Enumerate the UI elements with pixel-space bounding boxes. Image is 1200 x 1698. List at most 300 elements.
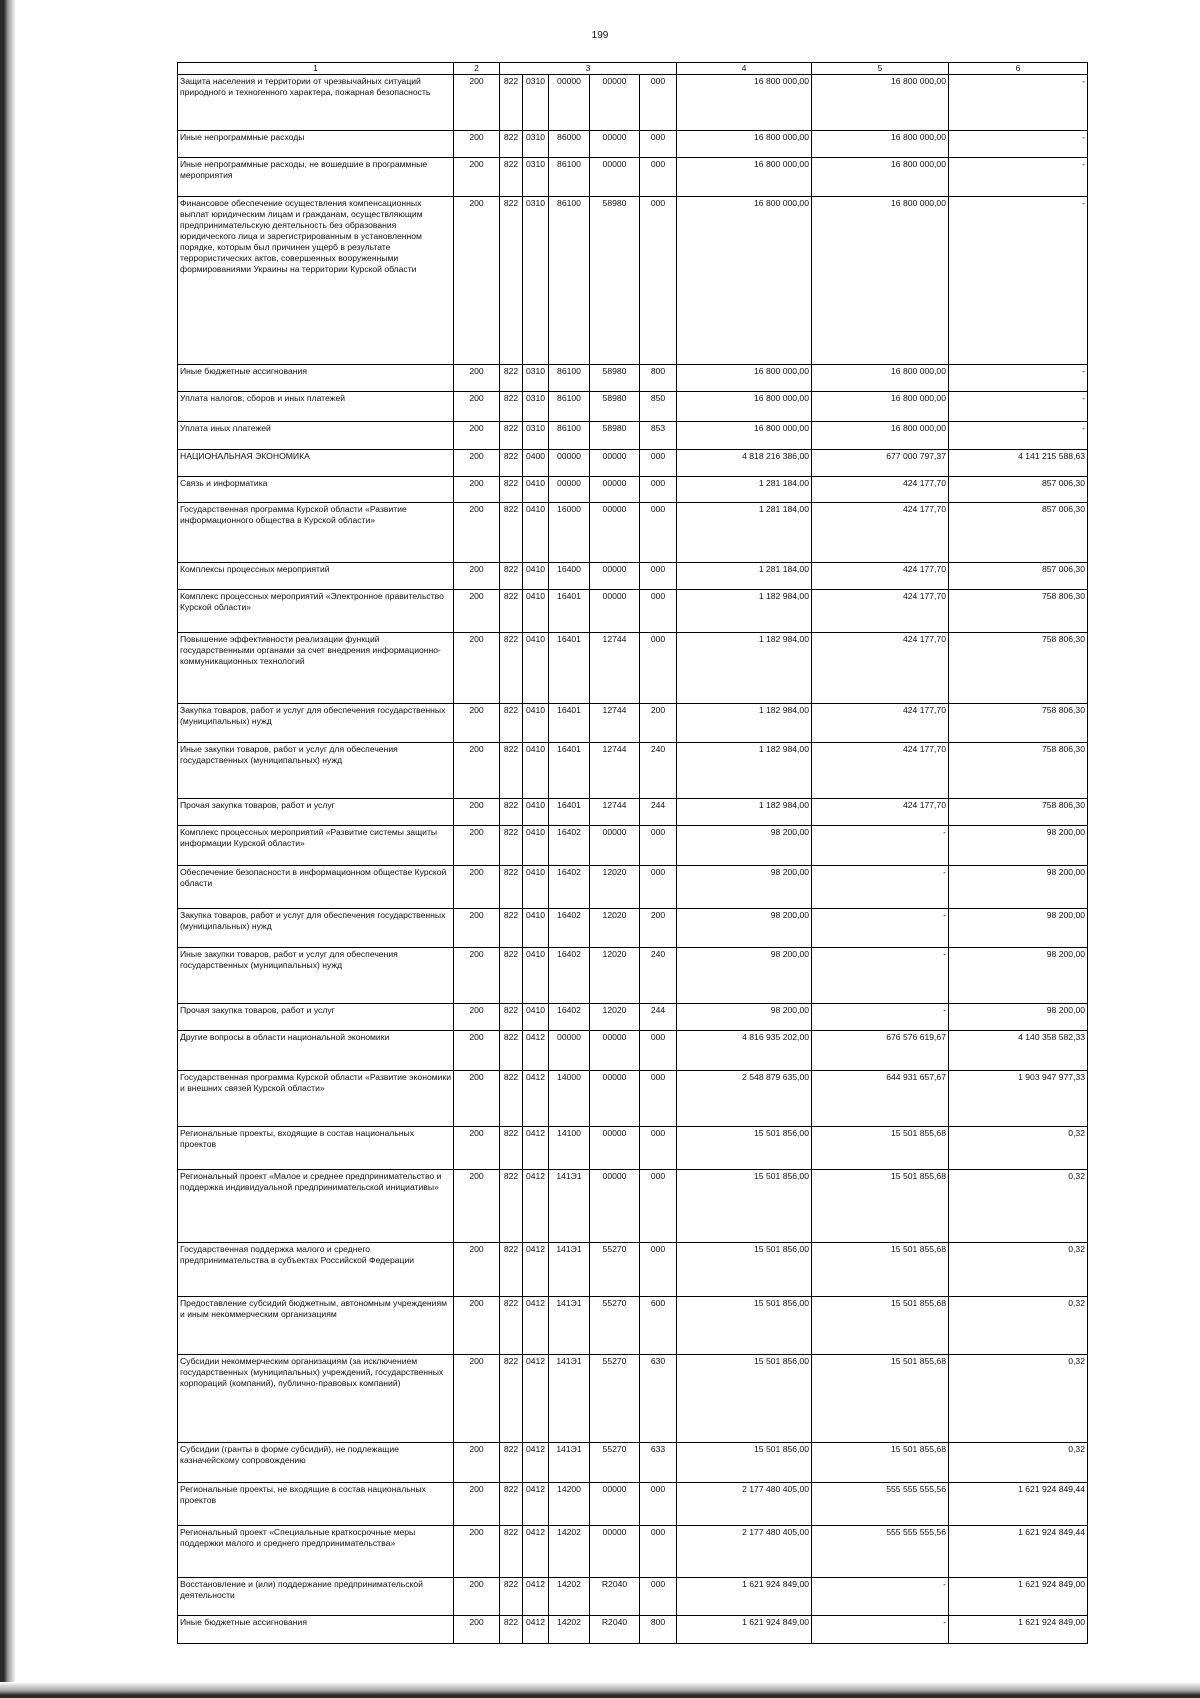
item-name: Комплексы процессных мероприятий [178, 563, 454, 590]
item-name: Повышение эффективности реализации функций государственными органами за счет внедрения информационно-коммуникационных технологий [178, 633, 454, 704]
code-expense-type: 000 [640, 1127, 677, 1170]
code-expense-type: 853 [640, 422, 677, 450]
amount-col6: 857 006,30 [949, 503, 1088, 563]
code-chapter: 200 [454, 826, 500, 866]
code-program: 00000 [549, 1031, 590, 1071]
item-name: Уплата иных платежей [178, 422, 454, 450]
amount-col4: 15 501 856,00 [677, 1170, 812, 1243]
code-section: 0310 [523, 365, 549, 392]
table-row [178, 1031, 1088, 1071]
code-direction: 00000 [590, 450, 640, 477]
amount-col4: 15 501 856,00 [677, 1355, 812, 1443]
code-expense-type: 000 [640, 1483, 677, 1526]
amount-col6: - [949, 365, 1088, 392]
amount-col6: 0,32 [949, 1243, 1088, 1297]
code-admin: 822 [500, 365, 523, 392]
amount-col5: 16 800 000,00 [812, 75, 949, 131]
amount-col5: 644 931 657,67 [812, 1071, 949, 1127]
code-expense-type: 633 [640, 1443, 677, 1483]
amount-col4: 15 501 856,00 [677, 1127, 812, 1170]
table-row [178, 1297, 1088, 1355]
amount-col4: 98 200,00 [677, 826, 812, 866]
code-expense-type: 240 [640, 743, 677, 799]
amount-col6: 98 200,00 [949, 866, 1088, 909]
code-program: 16401 [549, 590, 590, 633]
code-expense-type: 200 [640, 704, 677, 743]
code-admin: 822 [500, 563, 523, 590]
code-program: 86100 [549, 422, 590, 450]
code-direction: 00000 [590, 590, 640, 633]
code-admin: 822 [500, 392, 523, 422]
code-chapter: 200 [454, 1578, 500, 1616]
amount-col6: - [949, 197, 1088, 365]
code-admin: 822 [500, 422, 523, 450]
amount-col5: 676 576 619,67 [812, 1031, 949, 1071]
code-admin: 822 [500, 1578, 523, 1616]
code-expense-type: 244 [640, 1004, 677, 1031]
amount-col6: 98 200,00 [949, 909, 1088, 948]
budget-table [177, 62, 1088, 1644]
code-admin: 822 [500, 799, 523, 826]
table-row [178, 826, 1088, 866]
amount-col4: 1 182 984,00 [677, 590, 812, 633]
code-section: 0412 [523, 1616, 549, 1644]
code-admin: 822 [500, 197, 523, 365]
amount-col5: 16 800 000,00 [812, 131, 949, 158]
code-admin: 822 [500, 75, 523, 131]
code-chapter: 200 [454, 743, 500, 799]
amount-col6: 0,32 [949, 1443, 1088, 1483]
code-program: 16402 [549, 866, 590, 909]
code-admin: 822 [500, 450, 523, 477]
code-admin: 822 [500, 704, 523, 743]
code-section: 0412 [523, 1243, 549, 1297]
code-program: 16402 [549, 1004, 590, 1031]
table-row [178, 1526, 1088, 1578]
code-direction: 12744 [590, 704, 640, 743]
code-section: 0412 [523, 1578, 549, 1616]
amount-col6: 0,32 [949, 1297, 1088, 1355]
amount-col5: 15 501 855,68 [812, 1443, 949, 1483]
code-chapter: 200 [454, 1443, 500, 1483]
code-admin: 822 [500, 1170, 523, 1243]
table-row [178, 1578, 1088, 1616]
code-program: 16400 [549, 563, 590, 590]
code-admin: 822 [500, 1297, 523, 1355]
code-program: 86000 [549, 131, 590, 158]
column-number-header [178, 63, 1088, 75]
code-direction: 58980 [590, 197, 640, 365]
table-row [178, 590, 1088, 633]
amount-col5: 424 177,70 [812, 590, 949, 633]
amount-col4: 15 501 856,00 [677, 1297, 812, 1355]
code-expense-type: 000 [640, 75, 677, 131]
code-program: 141Э1 [549, 1443, 590, 1483]
code-program: 16401 [549, 633, 590, 704]
item-name: Прочая закупка товаров, работ и услуг [178, 799, 454, 826]
item-name: Субсидии некоммерческим организациям (за исключением государственных (муниципальных) учреждений, государственных корпораций (компаний), публично-правовых компаний) [178, 1355, 454, 1443]
table-row [178, 563, 1088, 590]
code-direction: 00000 [590, 1031, 640, 1071]
code-section: 0410 [523, 799, 549, 826]
amount-col5: 424 177,70 [812, 704, 949, 743]
code-expense-type: 240 [640, 948, 677, 1004]
amount-col5: 424 177,70 [812, 477, 949, 503]
code-chapter: 200 [454, 450, 500, 477]
code-admin: 822 [500, 633, 523, 704]
code-direction: 12020 [590, 1004, 640, 1031]
amount-col5: - [812, 1578, 949, 1616]
code-program: 14202 [549, 1616, 590, 1644]
code-expense-type: 000 [640, 633, 677, 704]
code-admin: 822 [500, 1355, 523, 1443]
item-name: Восстановление и (или) поддержание предпринимательской деятельности [178, 1578, 454, 1616]
column-number: 1 [178, 63, 454, 75]
code-section: 0410 [523, 866, 549, 909]
code-direction: 58980 [590, 365, 640, 392]
code-admin: 822 [500, 1004, 523, 1031]
code-admin: 822 [500, 158, 523, 197]
code-direction: 00000 [590, 131, 640, 158]
code-admin: 822 [500, 477, 523, 503]
code-chapter: 200 [454, 1031, 500, 1071]
item-name: Государственная программа Курской области «Развитие экономики и внешних связей Курской области» [178, 1071, 454, 1127]
amount-col4: 15 501 856,00 [677, 1443, 812, 1483]
amount-col4: 16 800 000,00 [677, 197, 812, 365]
amount-col4: 15 501 856,00 [677, 1243, 812, 1297]
amount-col6: 758 806,30 [949, 743, 1088, 799]
code-chapter: 200 [454, 866, 500, 909]
code-direction: 58980 [590, 422, 640, 450]
code-direction: R2040 [590, 1578, 640, 1616]
code-section: 0410 [523, 633, 549, 704]
column-number: 3 [500, 63, 677, 75]
code-chapter: 200 [454, 1243, 500, 1297]
amount-col6: 98 200,00 [949, 826, 1088, 866]
table-row [178, 743, 1088, 799]
code-program: 14202 [549, 1526, 590, 1578]
amount-col6: 0,32 [949, 1170, 1088, 1243]
code-admin: 822 [500, 590, 523, 633]
code-chapter: 200 [454, 1483, 500, 1526]
amount-col6: 0,32 [949, 1355, 1088, 1443]
amount-col6: 1 621 924 849,00 [949, 1578, 1088, 1616]
column-number: 4 [677, 63, 812, 75]
code-admin: 822 [500, 826, 523, 866]
table-row [178, 477, 1088, 503]
item-name: Иные бюджетные ассигнования [178, 365, 454, 392]
amount-col4: 1 281 184,00 [677, 477, 812, 503]
code-expense-type: 800 [640, 1616, 677, 1644]
code-expense-type: 600 [640, 1297, 677, 1355]
code-direction: 00000 [590, 826, 640, 866]
amount-col5: 16 800 000,00 [812, 197, 949, 365]
code-section: 0412 [523, 1355, 549, 1443]
item-name: Обеспечение безопасности в информационном обществе Курской области [178, 866, 454, 909]
amount-col5: 555 555 555,56 [812, 1526, 949, 1578]
code-program: 86100 [549, 365, 590, 392]
code-direction: 55270 [590, 1443, 640, 1483]
code-admin: 822 [500, 1243, 523, 1297]
code-expense-type: 000 [640, 158, 677, 197]
code-expense-type: 000 [640, 1243, 677, 1297]
code-program: 16402 [549, 909, 590, 948]
amount-col4: 98 200,00 [677, 948, 812, 1004]
amount-col5: 15 501 855,68 [812, 1243, 949, 1297]
amount-col4: 4 816 935 202,00 [677, 1031, 812, 1071]
code-expense-type: 000 [640, 590, 677, 633]
code-chapter: 200 [454, 197, 500, 365]
amount-col4: 16 800 000,00 [677, 365, 812, 392]
code-admin: 822 [500, 1443, 523, 1483]
table-row [178, 1243, 1088, 1297]
item-name: НАЦИОНАЛЬНАЯ ЭКОНОМИКА [178, 450, 454, 477]
code-section: 0410 [523, 503, 549, 563]
code-chapter: 200 [454, 799, 500, 826]
item-name: Региональный проект «Малое и среднее предпринимательство и поддержка индивидуальной предпринимательской инициативы» [178, 1170, 454, 1243]
item-name: Государственная программа Курской области «Развитие информационного общества в Курской области» [178, 503, 454, 563]
amount-col5: 677 000 797,37 [812, 450, 949, 477]
table-row [178, 422, 1088, 450]
code-expense-type: 000 [640, 1578, 677, 1616]
amount-col4: 1 182 984,00 [677, 743, 812, 799]
code-program: 14202 [549, 1578, 590, 1616]
table-row [178, 1071, 1088, 1127]
table-row [178, 799, 1088, 826]
code-expense-type: 630 [640, 1355, 677, 1443]
table-row [178, 158, 1088, 197]
amount-col4: 16 800 000,00 [677, 392, 812, 422]
code-direction: 00000 [590, 1071, 640, 1127]
item-name: Иные закупки товаров, работ и услуг для обеспечения государственных (муниципальных) нужд [178, 743, 454, 799]
code-program: 141Э1 [549, 1243, 590, 1297]
amount-col4: 16 800 000,00 [677, 158, 812, 197]
code-admin: 822 [500, 1483, 523, 1526]
item-name: Уплата налогов, сборов и иных платежей [178, 392, 454, 422]
code-program: 86100 [549, 197, 590, 365]
amount-col5: 424 177,70 [812, 563, 949, 590]
amount-col6: - [949, 392, 1088, 422]
amount-col5: 15 501 855,68 [812, 1355, 949, 1443]
code-program: 16401 [549, 743, 590, 799]
code-chapter: 200 [454, 1127, 500, 1170]
amount-col5: 424 177,70 [812, 633, 949, 704]
code-chapter: 200 [454, 633, 500, 704]
amount-col5: - [812, 866, 949, 909]
table-row [178, 909, 1088, 948]
code-expense-type: 000 [640, 866, 677, 909]
table-row [178, 1004, 1088, 1031]
item-name: Государственная поддержка малого и среднего предпринимательства в субъектах Российской Федерации [178, 1243, 454, 1297]
code-chapter: 200 [454, 75, 500, 131]
amount-col4: 16 800 000,00 [677, 422, 812, 450]
code-section: 0310 [523, 392, 549, 422]
amount-col5: 15 501 855,68 [812, 1297, 949, 1355]
item-name: Прочая закупка товаров, работ и услуг [178, 1004, 454, 1031]
code-program: 86100 [549, 158, 590, 197]
table-row [178, 392, 1088, 422]
code-expense-type: 200 [640, 909, 677, 948]
amount-col4: 1 621 924 849,00 [677, 1616, 812, 1644]
amount-col5: 15 501 855,68 [812, 1127, 949, 1170]
table-row [178, 365, 1088, 392]
table-row [178, 1170, 1088, 1243]
code-section: 0410 [523, 563, 549, 590]
table-row [178, 633, 1088, 704]
item-name: Субсидии (гранты в форме субсидий), не подлежащие казначейскому сопровождению [178, 1443, 454, 1483]
amount-col4: 98 200,00 [677, 866, 812, 909]
table-row [178, 75, 1088, 131]
table-row [178, 1443, 1088, 1483]
item-name: Защита населения и территории от чрезвычайных ситуаций природного и техногенного характера, пожарная безопасность [178, 75, 454, 131]
amount-col6: 758 806,30 [949, 799, 1088, 826]
code-direction: 00000 [590, 75, 640, 131]
amount-col6: - [949, 75, 1088, 131]
code-program: 00000 [549, 477, 590, 503]
scan-edge-bottom [0, 1682, 1200, 1698]
code-section: 0310 [523, 75, 549, 131]
code-direction: 00000 [590, 1170, 640, 1243]
code-admin: 822 [500, 866, 523, 909]
code-direction: 58980 [590, 392, 640, 422]
code-admin: 822 [500, 743, 523, 799]
column-number: 5 [812, 63, 949, 75]
item-name: Закупка товаров, работ и услуг для обеспечения государственных (муниципальных) нужд [178, 909, 454, 948]
code-section: 0310 [523, 131, 549, 158]
code-expense-type: 000 [640, 131, 677, 158]
code-direction: R2040 [590, 1616, 640, 1644]
table-row [178, 1127, 1088, 1170]
amount-col6: 98 200,00 [949, 948, 1088, 1004]
amount-col5: - [812, 1004, 949, 1031]
code-program: 86100 [549, 392, 590, 422]
code-chapter: 200 [454, 1071, 500, 1127]
code-chapter: 200 [454, 590, 500, 633]
code-program: 141Э1 [549, 1355, 590, 1443]
code-admin: 822 [500, 1526, 523, 1578]
scan-edge-left [0, 0, 16, 1698]
page-number: 199 [591, 30, 609, 41]
code-section: 0310 [523, 197, 549, 365]
amount-col4: 1 182 984,00 [677, 799, 812, 826]
amount-col5: 16 800 000,00 [812, 365, 949, 392]
table-row [178, 131, 1088, 158]
amount-col5: - [812, 909, 949, 948]
code-section: 0410 [523, 826, 549, 866]
code-chapter: 200 [454, 563, 500, 590]
amount-col6: 1 621 924 849,44 [949, 1483, 1088, 1526]
code-chapter: 200 [454, 131, 500, 158]
amount-col6: 98 200,00 [949, 1004, 1088, 1031]
table-row [178, 1616, 1088, 1644]
amount-col5: 16 800 000,00 [812, 422, 949, 450]
code-admin: 822 [500, 948, 523, 1004]
amount-col4: 1 182 984,00 [677, 633, 812, 704]
code-section: 0412 [523, 1443, 549, 1483]
code-section: 0412 [523, 1127, 549, 1170]
amount-col5: 15 501 855,68 [812, 1170, 949, 1243]
code-chapter: 200 [454, 1004, 500, 1031]
amount-col6: 758 806,30 [949, 633, 1088, 704]
code-program: 141Э1 [549, 1297, 590, 1355]
amount-col4: 98 200,00 [677, 1004, 812, 1031]
table-row [178, 866, 1088, 909]
amount-col4: 98 200,00 [677, 909, 812, 948]
code-admin: 822 [500, 1127, 523, 1170]
code-direction: 12020 [590, 866, 640, 909]
table-row [178, 503, 1088, 563]
code-direction: 55270 [590, 1297, 640, 1355]
code-admin: 822 [500, 1616, 523, 1644]
table-row [178, 1483, 1088, 1526]
code-program: 00000 [549, 75, 590, 131]
amount-col4: 1 281 184,00 [677, 563, 812, 590]
item-name: Иные закупки товаров, работ и услуг для обеспечения государственных (муниципальных) нужд [178, 948, 454, 1004]
code-section: 0410 [523, 477, 549, 503]
code-section: 0310 [523, 158, 549, 197]
code-expense-type: 000 [640, 826, 677, 866]
code-expense-type: 000 [640, 1031, 677, 1071]
item-name: Иные непрограммные расходы [178, 131, 454, 158]
code-program: 14200 [549, 1483, 590, 1526]
code-section: 0400 [523, 450, 549, 477]
code-chapter: 200 [454, 704, 500, 743]
code-program: 16402 [549, 948, 590, 1004]
code-section: 0410 [523, 1004, 549, 1031]
code-direction: 12020 [590, 909, 640, 948]
code-direction: 00000 [590, 477, 640, 503]
code-chapter: 200 [454, 1170, 500, 1243]
table-row [178, 197, 1088, 365]
table-body [178, 75, 1088, 1644]
code-section: 0410 [523, 590, 549, 633]
code-admin: 822 [500, 503, 523, 563]
code-direction: 12744 [590, 799, 640, 826]
amount-col5: 424 177,70 [812, 743, 949, 799]
column-number: 2 [454, 63, 500, 75]
code-admin: 822 [500, 1071, 523, 1127]
amount-col5: 424 177,70 [812, 503, 949, 563]
code-chapter: 200 [454, 503, 500, 563]
code-expense-type: 800 [640, 365, 677, 392]
item-name: Другие вопросы в области национальной экономики [178, 1031, 454, 1071]
amount-col5: - [812, 948, 949, 1004]
code-direction: 55270 [590, 1243, 640, 1297]
code-chapter: 200 [454, 1526, 500, 1578]
code-chapter: 200 [454, 365, 500, 392]
code-chapter: 200 [454, 422, 500, 450]
code-chapter: 200 [454, 158, 500, 197]
code-chapter: 200 [454, 477, 500, 503]
amount-col6: 4 140 358 582,33 [949, 1031, 1088, 1071]
amount-col6: 1 621 924 849,44 [949, 1526, 1088, 1578]
item-name: Финансовое обеспечение осуществления компенсационных выплат юридическим лицам и гражданам, осуществляющим предпринимательскую деятельность без образования юридического лица и зарегистрированным в установленном порядке, которым был причинен ущерб в результате террористических актов, совершенных вооруженными формированиями Украины на территории Курской области [178, 197, 454, 365]
table-row [178, 704, 1088, 743]
code-direction: 00000 [590, 503, 640, 563]
code-section: 0412 [523, 1297, 549, 1355]
column-number: 6 [949, 63, 1088, 75]
amount-col4: 2 177 480 405,00 [677, 1526, 812, 1578]
code-chapter: 200 [454, 948, 500, 1004]
code-direction: 55270 [590, 1355, 640, 1443]
item-name: Комплекс процессных мероприятий «Развитие системы защиты информации Курской области» [178, 826, 454, 866]
amount-col5: - [812, 826, 949, 866]
code-expense-type: 000 [640, 503, 677, 563]
amount-col4: 2 548 879 635,00 [677, 1071, 812, 1127]
item-name: Региональные проекты, не входящие в состав национальных проектов [178, 1483, 454, 1526]
code-section: 0410 [523, 948, 549, 1004]
code-program: 14100 [549, 1127, 590, 1170]
